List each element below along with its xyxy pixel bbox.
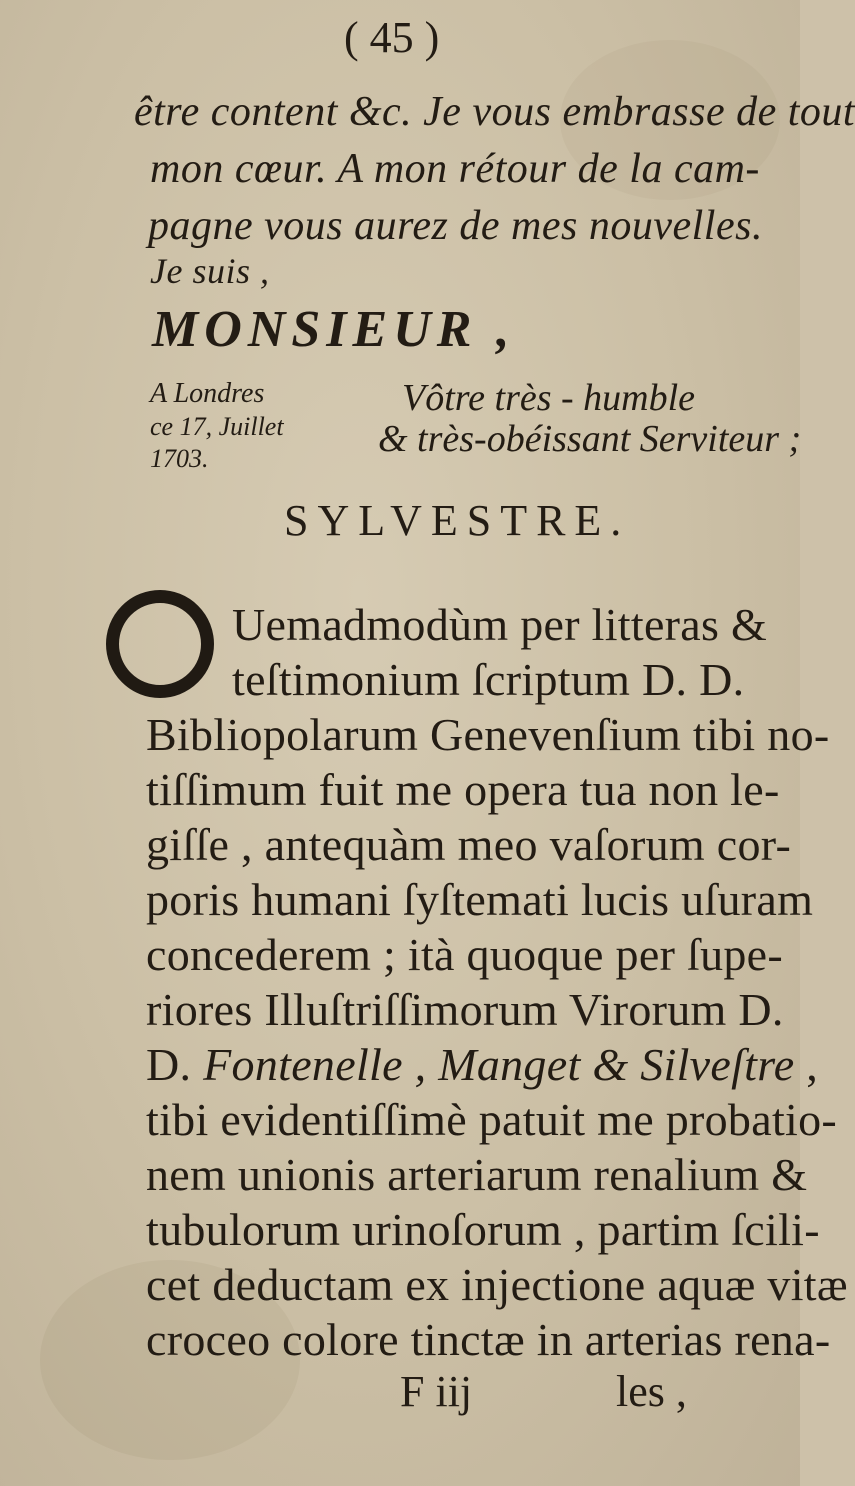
letter-line: mon cœur. A mon rétour de la cam- bbox=[150, 146, 760, 192]
signature-mark: F iij bbox=[400, 1367, 473, 1416]
signature-place: A Londres bbox=[150, 378, 265, 409]
text-line: giſſe , antequàm meo vaſorum cor- bbox=[146, 819, 792, 870]
letter-line: être content &c. Je vous embrasse de tout bbox=[134, 89, 855, 135]
text-line: cet deductam ex injectione aquæ vitæ bbox=[146, 1259, 848, 1310]
text-line: D. Fontenelle , Manget & Silveſtre , bbox=[146, 1039, 819, 1090]
text-line: croceo colore tinctæ in arterias rena- bbox=[146, 1314, 831, 1365]
salutation: MONSIEUR , bbox=[152, 301, 516, 358]
page-number: ( 45 ) bbox=[344, 13, 440, 62]
text-line: tibi evidentiſſimè patuit me probatio- bbox=[146, 1094, 838, 1145]
drop-cap-initial bbox=[106, 590, 214, 698]
text-line: riores Illuſtriſſimorum Virorum D. bbox=[146, 984, 784, 1035]
text-line: poris humani ſyſtemati lucis uſuram bbox=[146, 874, 814, 925]
signature-date: ce 17, Juillet bbox=[150, 412, 284, 441]
catchword: les , bbox=[616, 1367, 687, 1416]
text-line: Uemadmodùm per litteras & bbox=[232, 599, 768, 650]
signature-year: 1703. bbox=[150, 444, 209, 473]
text-line: Bibliopolarum Genevenſium tibi no- bbox=[146, 709, 830, 760]
text-line: nem unionis arteriarum renalium & bbox=[146, 1149, 808, 1200]
letter-line: pagne vous aurez de mes nouvelles. bbox=[148, 203, 763, 249]
text-line: tiſſimum fuit me opera tua non le- bbox=[146, 764, 780, 815]
text-line: tubulorum urinoſorum , partim ſcili- bbox=[146, 1204, 820, 1255]
drop-cap-letter bbox=[156, 639, 164, 650]
signature-closing: & très-obéissant Serviteur ; bbox=[378, 418, 802, 460]
signature-closing: Vôtre très - humble bbox=[402, 377, 696, 419]
signer-name: SYLVESTRE. bbox=[284, 496, 631, 545]
letter-line: Je suis , bbox=[150, 251, 270, 291]
text-line: concederem ; ità quoque per ſupe- bbox=[146, 929, 784, 980]
text-line: teſtimonium ſcriptum D. D. bbox=[232, 654, 745, 705]
